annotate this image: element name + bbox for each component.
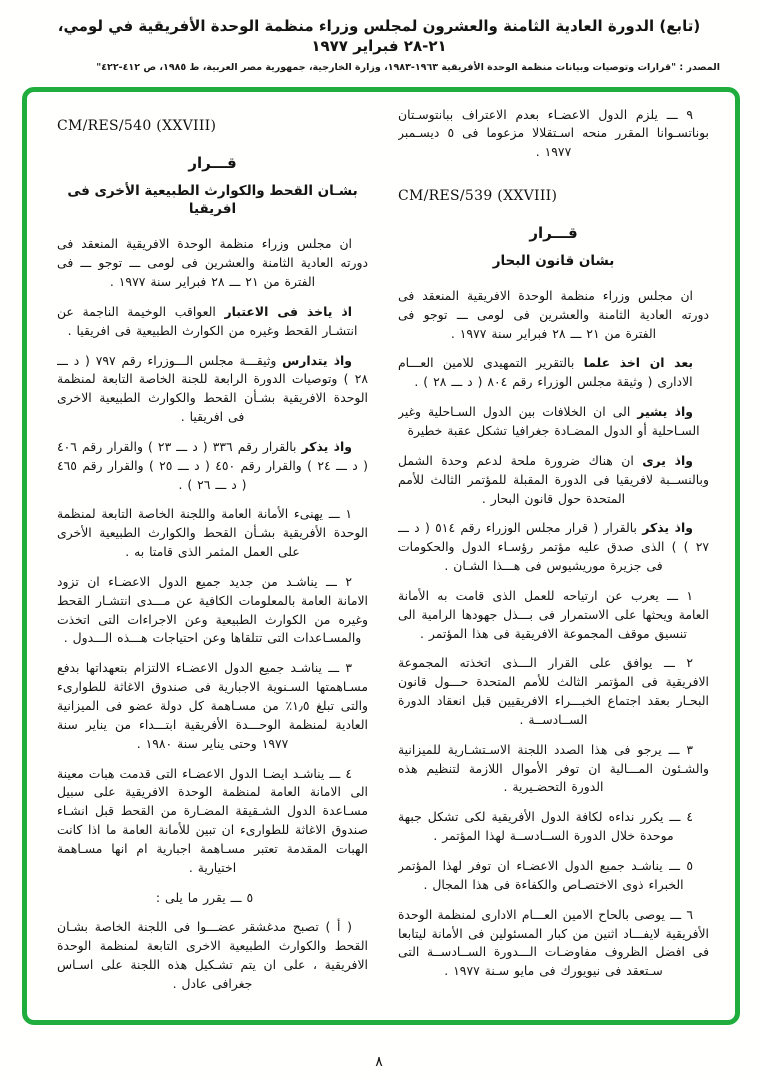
paragraph-lead: بعد ان اخذ علما xyxy=(583,355,693,371)
carryover-text xyxy=(398,106,709,163)
doc-code-539: CM/RES/539 (XXVIII) xyxy=(398,188,558,205)
paragraph-lead: واذ يذكر xyxy=(301,438,352,454)
resolution-subject: بشان قانون البحار xyxy=(492,253,615,270)
resolution-subject: بشـان القحط والكوارث الطبيعية الأخرى فى افريقيا xyxy=(67,182,358,218)
paragraph: ٤ ـــ يناشـد ايضـا الدول الاعضـاء التى قدمت هبات معينة الى الامانة العامة لمنظمة الوحدة الافريقية على سبيل مسـاعدة الدول الشـقيقة المضـارة من القحط قبل انشـاء صندوق الاغاثة للطوارىء ان تبين للأمانة العامة ما اذا كانت الهبات المقدمة تعتبر مسـاهمة اجبارية ام انها مسـاهمة اختيارية . xyxy=(57,765,368,875)
paragraph: بعد ان اخذ علما بالتقرير التمهيدى للامين العـــام الادارى ( وثيقة مجلس الوزراء رقم ٨٠٤ ( د ـــ ٢٨ ) . xyxy=(398,355,693,390)
paragraph: ٦ ـــ يوصى بالحاح الامين العـــام الادارى لمنظمة الوحدة الأفريقية لايفـــاد اثنين من كبار المسئولين فى الأمانة ليتابعا فى افضل الظروف مفاوضـات الـــدورة الســادســة التى سـتعقد فى نيويورك فى مايو سـنة ١٩٧٧ . xyxy=(398,906,709,979)
paragraph: ١ ـــ يعرب عن ارتياحه للعمل الذى قامت به الأمانة العامة ويحثها على الاستمرار فى بـــذل جهودها الرامية الى تنسيق موقف المجموعة الافريقية فى هذا المؤتمر . xyxy=(398,587,709,641)
paragraph-lead: واذ يشير xyxy=(637,404,693,420)
paragraph: واذ يذكر بالقرار رقم ٣٣٦ ( د ـــ ٢٣ ) والقرار رقم ٤٠٦ ( د ـــ ٢٤ ) والقرار رقم ٤٥٠ ( د ـــ ٢٥ ) والقرار رقم ٤٦٥ ( د ـــ ٢٦ ) . xyxy=(57,438,368,492)
paragraph: ٥ ـــ يناشـد جميع الدول الاعضـاء ان توفر لهذا المؤتمر الخبراء ذوى الاختصـاص والكفاءة فى هذا المجال . xyxy=(398,858,693,892)
paragraph-lead: واذ يرى xyxy=(642,452,693,468)
paragraph: ١ ـــ يهنىء الأمانة العامة واللجنة الخاصة التابعة لمنظمة الوحدة الأفريقية بشـأن القحط والكوارث الطبيعية الأخرى على العمل المثمر الذى قامتا به . xyxy=(57,506,368,560)
paragraph: ٢ ـــ يناشـد من جديد جميع الدول الاعضـاء ان تزود الامانة العامة بالمعلومات الكافية عن مـــدى انتشـار القحط وغيره من الكوارث الطبيعية وعن الاجراءات التى اتخذت والمسـاعدات التى تتلقاها وعن احتياجات هـــذه الـــدول . xyxy=(57,573,368,646)
resolution-heading: قـــرار xyxy=(188,153,237,172)
doc-code-540: CM/RES/540 (XXVIII) xyxy=(57,117,217,134)
resolution-heading: قـــرار xyxy=(529,224,578,243)
paragraph: ان مجلس وزراء منظمة الوحدة الافريقية المنعقد فى دورته العادية الثامنة والعشرين فى لومى ـــ توجو ـــ فى الفترة من ٢١ ـــ ٢٨ فبراير سنة ١٩٧٧ . xyxy=(57,236,368,289)
paragraph: واذ يرى ان هناك ضرورة ملحة لدعم وحدة الشمل وبالنســبة لافريقيا فى الدورة المقبلة للمؤتمر الثالث للأمم المتحدة حول قانون البحار . xyxy=(398,452,709,506)
resolution-body xyxy=(398,287,709,981)
paragraph: واذ يذكر بالقرار ( قرار مجلس الوزراء رقم ٥١٤ ( د ـــ ٢٧ ) ) الذى صدق عليه مؤتمر رؤسـاء الدول والحكومات فى جزيرة موريشيوس فى هـــذا الشـان . xyxy=(398,520,709,574)
paragraph-lead: واذ يذكر xyxy=(642,520,693,536)
page-number: ٨ xyxy=(375,1054,383,1070)
paragraph: ٩ ـــ يلزم الدول الاعضـاء بعدم الاعتراف ببانتوسـتان بوناتسـوانا المقرر منحه اسـتقلالا مزعوما فى ٥ ديسـمبر ١٩٧٧ . xyxy=(398,106,709,160)
paragraph: ( أ ) تصبح مدغشقر عضـــوا فى اللجنة الخاصة بشـان القحط والكوارث الطبيعية الاخرى التابعة لمنظمة الوحدة الافريقية ، على ان يتم تشـكيل هذه اللجنة على اسـاس جغرافى عادل . xyxy=(57,919,368,991)
session-title: (تابع) الدورة العادية الثامنة والعشرون لمجلس وزراء منظمة الوحدة الأفريقية في لومي، ٢١-٢٨ فبراير ١٩٧٧ xyxy=(57,17,701,56)
paragraph: ان مجلس وزراء منظمة الوحدة الافريقية المنعقد فى دورته العادية الثامنة والعشرين فى لومى ـــ توجو فى الفترة من ٢١ ـــ ٢٨ فبراير سنة ١٩٧٧ . xyxy=(398,287,709,341)
resolutions-frame xyxy=(22,87,740,1025)
paragraph: ٥ ـــ يقرر ما يلى : xyxy=(155,889,254,905)
source-citation: المصدر : "قرارات وتوصيات وبيانات منظمة الوحدة الأفريقية ١٩٦٣-١٩٨٣، وزارة الخارجية، جمهورية مصر العربية، ط ١٩٨٥، ص ٤١٢-٤٢٢" xyxy=(96,61,720,73)
paragraph: واذ يشير الى ان الخلافات بين الدول السـاحلية وغير السـاحلية أو الدول المضـادة جغرافيا تشكل عقبة خطيرة xyxy=(398,404,700,438)
resolution-body xyxy=(57,235,368,994)
paragraph: ٢ ـــ يوافق على القرار الـــذى اتخذته المجموعة الافريقية فى المؤتمر الثالث للأمم المتحدة حـــول قانون البحـار بعقد اجتماع الخبـــراء الافريقيين قبل انعقاد الدورة الســادســة . xyxy=(398,655,709,727)
paragraph-lead: اذ ياخذ فى الاعتبار xyxy=(224,303,352,319)
paragraph: ٤ ـــ يكرر نداءه لكافة الدول الأفريقية لكى تشكل جبهة موحدة خلال الدورة الســادســة لهذا المؤتمر . xyxy=(398,809,693,844)
page-header xyxy=(0,0,758,73)
column-left xyxy=(57,104,368,1012)
paragraph: اذ ياخذ فى الاعتبار العواقب الوخيمة الناجمة عن انتشـار القحط وغيره من الكوارث الطبيعية فى افريقيا . xyxy=(57,303,358,338)
paragraph: ٣ ـــ يناشـد جميع الدول الاعضـاء الالتزام بتعهداتها بدفع مسـاهمتها السـنوية الاجبارية فى صندوق الاغاثة للطوارىء والتى تبلغ ١٫٥٪ من مسـاهمة كل دولة عضو فى الميزانية العادية لمنظمة الوحـــدة الأفريقية ابتـــداء من يناير سنة ١٩٧٧ وحتى يناير سنة ١٩٨٠ . xyxy=(57,660,368,751)
paragraph-lead: واذ يتدارس xyxy=(282,352,352,368)
paragraph: واذ يتدارس وثيقـــة مجلس الـــوزراء رقم ٧٩٧ ( د ـــ ٢٨ ) وتوصيات الدورة الرابعة للجنة الخاصة التابعة لمنظمة الوحدة الافريقية بشـأن القحط والكوارث الطبيعية الاخرى فى افريقيا . xyxy=(57,352,368,425)
paragraph: ٣ ـــ يرجو فى هذا الصدد اللجنة الاسـتشـارية للميزانية والشـئون المـــالية ان توفر الأموال اللازمة لتنظيم هذه الدورة التحضـيرية . xyxy=(398,741,709,795)
column-right xyxy=(398,104,709,1012)
